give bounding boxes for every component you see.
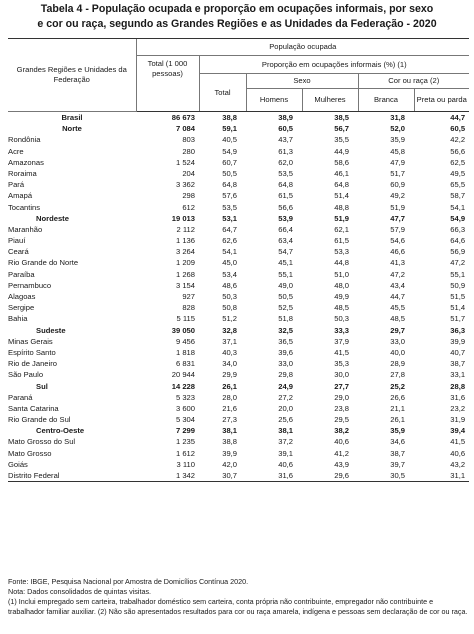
- value-cell: 53,5: [222, 202, 237, 212]
- value-cell: 60,5: [450, 124, 466, 134]
- value-cell: 29,6: [302, 470, 358, 482]
- value-cell: 27,2: [278, 392, 293, 402]
- value-cell: 7 299: [175, 426, 195, 436]
- value-cell: 28,8: [450, 381, 466, 391]
- value-cell: 2 112: [176, 224, 195, 234]
- value-cell: 43,9: [334, 459, 349, 469]
- value-cell: 49,5: [450, 168, 466, 178]
- value-cell: 54,9: [222, 146, 237, 156]
- value-cell: 86 673: [171, 113, 195, 122]
- value-cell: 40,7: [450, 347, 466, 357]
- value-cell: 9 456: [175, 336, 195, 346]
- table-row: [8, 470, 469, 482]
- value-cell: 38,1: [222, 426, 237, 436]
- value-cell: 51,8: [278, 314, 293, 324]
- table-header: [8, 39, 469, 112]
- row-name-cell: Paraná: [8, 392, 33, 402]
- value-cell: 828: [182, 303, 195, 313]
- value-cell: 54,7: [278, 247, 293, 257]
- value-cell: 3 264: [175, 247, 195, 257]
- row-name-cell: Mato Grosso: [8, 448, 52, 458]
- value-cell: 26,1: [222, 381, 237, 391]
- value-cell: 63,4: [278, 236, 293, 246]
- row-name-cell: Norte: [62, 124, 82, 134]
- proporcao-header: Proporção em ocupações informais (%) (1): [199, 56, 469, 74]
- value-cell: 1 342: [136, 470, 199, 482]
- value-cell: 45,8: [390, 146, 405, 156]
- row-name-cell: Goiás: [8, 459, 28, 469]
- preta-parda-header: Preta ou parda: [414, 89, 469, 112]
- value-cell: 38,7: [390, 448, 405, 458]
- row-name-cell: Piauí: [8, 236, 26, 246]
- value-cell: 60,7: [222, 157, 237, 167]
- value-cell: 38,2: [334, 426, 349, 436]
- value-cell: 280: [182, 146, 195, 156]
- row-name-cell: Distrito Federal: [8, 470, 136, 482]
- value-cell: 39,4: [450, 426, 466, 436]
- value-cell: 47,2: [390, 269, 405, 279]
- row-name-cell: Centro-Oeste: [36, 426, 85, 436]
- cor-raca-header: Cor ou raça (2): [358, 74, 469, 89]
- value-cell: 44,7: [450, 113, 466, 122]
- value-cell: 51,5: [450, 292, 466, 301]
- value-cell: 38,8: [222, 113, 237, 122]
- value-cell: 37,1: [222, 336, 237, 346]
- value-cell: 26,6: [390, 392, 405, 402]
- value-cell: 50,5: [278, 292, 293, 301]
- value-cell: 50,8: [222, 303, 237, 313]
- value-cell: 27,3: [222, 415, 237, 425]
- row-name-cell: Ceará: [8, 247, 29, 257]
- value-cell: 64,8: [278, 180, 293, 190]
- value-cell: 61,5: [334, 236, 349, 246]
- row-name-cell: Tocantins: [8, 202, 41, 212]
- value-cell: 45,1: [278, 258, 293, 268]
- value-cell: 54,6: [390, 236, 405, 246]
- title-line-2: e cor ou raça, segundo as Grandes Regiões e as Unidades da Federação - 2020: [37, 17, 437, 30]
- value-cell: 47,2: [450, 258, 466, 268]
- value-cell: 25,6: [278, 415, 293, 425]
- row-name-cell: Paraíba: [8, 269, 35, 279]
- row-name-cell: Acre: [8, 146, 24, 156]
- value-cell: 927: [182, 292, 195, 301]
- table-row: [8, 459, 469, 470]
- table-row: [8, 302, 469, 313]
- table-row: [8, 213, 469, 224]
- value-cell: 47,9: [390, 157, 405, 167]
- value-cell: 62,1: [334, 224, 349, 234]
- data-table: [8, 38, 469, 482]
- value-cell: 35,9: [390, 426, 405, 436]
- value-cell: 31,9: [450, 415, 466, 425]
- value-cell: 49,2: [390, 191, 405, 201]
- value-cell: 53,5: [278, 168, 293, 178]
- value-cell: 1 235: [175, 437, 195, 447]
- value-cell: 27,7: [334, 381, 349, 391]
- value-cell: 56,6: [450, 146, 466, 156]
- value-cell: 43,2: [450, 459, 466, 469]
- table-row: [8, 269, 469, 280]
- row-name-cell: Roraima: [8, 168, 37, 178]
- table-row: [8, 179, 469, 190]
- table-row: [8, 414, 469, 425]
- value-cell: 29,5: [334, 415, 349, 425]
- table-row: [8, 157, 469, 168]
- row-name-cell: Brasil: [61, 113, 83, 122]
- value-cell: 3 362: [175, 180, 195, 190]
- value-cell: 31,6: [450, 392, 466, 402]
- mulheres-header: Mulheres: [302, 89, 358, 112]
- row-name-cell: Rondônia: [8, 135, 41, 145]
- value-cell: 40,0: [390, 347, 405, 357]
- value-cell: 42,0: [222, 459, 237, 469]
- value-cell: 204: [182, 168, 195, 178]
- value-cell: 3 154: [175, 280, 195, 290]
- value-cell: 40,6: [450, 448, 466, 458]
- value-cell: 34,6: [390, 437, 405, 447]
- value-cell: 51,9: [390, 202, 405, 212]
- value-cell: 66,4: [278, 224, 293, 234]
- table-row: [8, 425, 469, 436]
- value-cell: 7 084: [175, 124, 195, 134]
- value-cell: 44,7: [390, 292, 405, 301]
- row-name-cell: Mato Grosso do Sul: [8, 437, 76, 447]
- value-cell: 38,5: [334, 113, 349, 122]
- value-cell: 44,8: [334, 258, 349, 268]
- value-cell: 43,7: [278, 135, 293, 145]
- value-cell: 36,5: [278, 336, 293, 346]
- value-cell: 33,0: [390, 336, 405, 346]
- row-name-cell: Rio Grande do Sul: [8, 415, 71, 425]
- value-cell: 32,5: [278, 325, 293, 335]
- value-cell: 33,0: [278, 359, 293, 369]
- value-cell: 31,1: [414, 470, 469, 482]
- row-name-cell: Pernambuco: [8, 280, 52, 290]
- value-cell: 47,7: [390, 213, 405, 223]
- table-row: [8, 257, 469, 268]
- value-cell: 32,8: [222, 325, 237, 335]
- value-cell: 3 110: [176, 459, 195, 469]
- value-cell: 40,3: [222, 347, 237, 357]
- value-cell: 30,5: [358, 470, 414, 482]
- value-cell: 53,4: [222, 269, 237, 279]
- value-cell: 20,0: [278, 403, 293, 413]
- value-cell: 803: [182, 135, 195, 145]
- table-row: [8, 436, 469, 447]
- value-cell: 53,9: [278, 213, 293, 223]
- value-cell: 1 612: [175, 448, 195, 458]
- title-line-1: Tabela 4 - População ocupada e proporção em ocupações informais, por sexo: [40, 3, 434, 15]
- table-row: [8, 280, 469, 291]
- table-row: [8, 190, 469, 201]
- value-cell: 28,9: [390, 359, 405, 369]
- value-cell: 48,8: [334, 202, 349, 212]
- value-cell: 41,2: [334, 448, 349, 458]
- value-cell: 33,3: [334, 325, 349, 335]
- value-cell: 29,8: [278, 370, 293, 380]
- value-cell: 48,6: [222, 280, 237, 290]
- value-cell: 59,1: [222, 124, 237, 134]
- value-cell: 45,0: [222, 258, 237, 268]
- row-name-cell: Sergipe: [8, 303, 35, 313]
- value-cell: 46,6: [390, 247, 405, 257]
- table-row: [8, 325, 469, 336]
- note-definitions: (1) Inclui empregado sem carteira, trabalhador doméstico sem carteira, conta própria não contribuinte, empregador não contribuinte e trabalhador familiar auxiliar. (2) Não são apresentados resultados para cor ou raça amarela, indígena e pessoas sem declaração de cor ou raça.: [8, 597, 468, 616]
- value-cell: 48,5: [390, 314, 405, 324]
- table-row: [8, 134, 469, 145]
- row-name-cell: Sul: [36, 381, 48, 391]
- value-cell: 51,4: [450, 303, 466, 313]
- value-cell: 50,3: [222, 292, 237, 301]
- row-name-cell: Amazonas: [8, 157, 44, 167]
- value-cell: 60,9: [390, 180, 405, 190]
- value-cell: 612: [182, 202, 195, 212]
- value-cell: 49,0: [278, 280, 293, 290]
- value-cell: 51,2: [222, 314, 237, 324]
- value-cell: 30,7: [199, 470, 246, 482]
- value-cell: 38,7: [450, 359, 466, 369]
- value-cell: 1 209: [175, 258, 195, 268]
- value-cell: 35,5: [334, 135, 349, 145]
- pop-ocupada-header: População ocupada: [136, 39, 469, 56]
- value-cell: 55,1: [450, 269, 466, 279]
- value-cell: 57,6: [222, 191, 237, 201]
- value-cell: 29,0: [334, 392, 349, 402]
- value-cell: 37,9: [334, 336, 349, 346]
- value-cell: 51,7: [390, 168, 405, 178]
- value-cell: 23,2: [450, 403, 466, 413]
- row-name-cell: Pará: [8, 180, 25, 190]
- row-name-cell: Maranhão: [8, 224, 43, 234]
- value-cell: 40,6: [278, 459, 293, 469]
- table-row: [8, 224, 469, 235]
- value-cell: 46,1: [334, 168, 349, 178]
- value-cell: 1 818: [175, 347, 195, 357]
- table-row: [8, 369, 469, 380]
- value-cell: 64,8: [222, 180, 237, 190]
- table-row: [8, 336, 469, 347]
- value-cell: 62,0: [278, 157, 293, 167]
- value-cell: 39,6: [278, 347, 293, 357]
- value-cell: 39,9: [222, 448, 237, 458]
- table-row: [8, 123, 469, 134]
- value-cell: 41,3: [390, 258, 405, 268]
- value-cell: 38,9: [278, 113, 293, 122]
- row-name-cell: Rio Grande do Norte: [8, 258, 79, 268]
- footnotes: [8, 587, 470, 617]
- value-cell: 1 524: [175, 157, 195, 167]
- value-cell: 298: [182, 191, 195, 201]
- value-cell: 35,3: [334, 359, 349, 369]
- value-cell: 61,3: [278, 146, 293, 156]
- value-cell: 50,9: [450, 280, 466, 290]
- value-cell: 62,5: [450, 157, 466, 167]
- value-cell: 64,7: [222, 224, 237, 234]
- value-cell: 56,6: [278, 202, 293, 212]
- table-row: [8, 313, 469, 324]
- value-cell: 27,8: [390, 370, 405, 380]
- value-cell: 50,5: [222, 168, 237, 178]
- value-cell: 6 831: [175, 359, 195, 369]
- branca-header: Branca: [358, 89, 414, 112]
- value-cell: 60,5: [278, 124, 293, 134]
- value-cell: 24,9: [278, 381, 293, 391]
- value-cell: 48,0: [334, 280, 349, 290]
- value-cell: 28,0: [222, 392, 237, 402]
- value-cell: 33,1: [450, 370, 466, 380]
- value-cell: 51,0: [334, 269, 349, 279]
- value-cell: 54,9: [450, 213, 466, 223]
- value-cell: 52,5: [278, 303, 293, 313]
- total-thousand-header: Total (1 000 pessoas): [136, 56, 199, 112]
- value-cell: 20 944: [171, 370, 195, 380]
- value-cell: 48,5: [334, 303, 349, 313]
- row-name-cell: Amapá: [8, 191, 33, 201]
- value-cell: 31,6: [246, 470, 302, 482]
- table-row: [8, 112, 469, 124]
- row-name-cell: Bahia: [8, 314, 28, 324]
- value-cell: 5 304: [175, 415, 195, 425]
- value-cell: 54,1: [450, 202, 466, 212]
- value-cell: 1 268: [175, 269, 195, 279]
- value-cell: 19 013: [171, 213, 195, 223]
- source-line: Fonte: IBGE, Pesquisa Nacional por Amostra de Domicílios Contínua 2020.: [8, 577, 249, 586]
- table-row: [8, 392, 469, 403]
- table-row: [8, 202, 469, 213]
- table-body: [8, 112, 469, 482]
- row-name-cell: Nordeste: [36, 213, 69, 223]
- value-cell: 41,5: [450, 437, 466, 447]
- table-row: [8, 291, 469, 302]
- value-cell: 61,5: [278, 191, 293, 201]
- table-row: [8, 403, 469, 414]
- table-row: [8, 235, 469, 246]
- value-cell: 39,9: [450, 336, 466, 346]
- value-cell: 52,0: [390, 124, 405, 134]
- value-cell: 21,1: [390, 403, 405, 413]
- value-cell: 66,3: [450, 224, 466, 234]
- value-cell: 39,1: [278, 448, 293, 458]
- sexo-header: Sexo: [246, 74, 358, 89]
- row-name-cell: Rio de Janeiro: [8, 359, 57, 369]
- note-consolidated: Nota: Dados consolidados de quintas visitas.: [8, 587, 152, 596]
- value-cell: 26,1: [390, 415, 405, 425]
- value-cell: 29,9: [222, 370, 237, 380]
- value-cell: 54,1: [222, 247, 237, 257]
- value-cell: 42,2: [450, 135, 466, 145]
- value-cell: 14 228: [171, 381, 195, 391]
- value-cell: 40,5: [222, 135, 237, 145]
- table-row: [8, 448, 469, 459]
- row-name-cell: Minas Gerais: [8, 336, 53, 346]
- value-cell: 5 115: [176, 314, 195, 324]
- value-cell: 49,9: [334, 292, 349, 301]
- value-cell: 25,2: [390, 381, 405, 391]
- value-cell: 45,5: [390, 303, 405, 313]
- value-cell: 36,3: [450, 325, 466, 335]
- value-cell: 64,6: [450, 236, 466, 246]
- table-row: [8, 358, 469, 369]
- table-row: [8, 347, 469, 358]
- value-cell: 57,9: [390, 224, 405, 234]
- value-cell: 62,6: [222, 236, 237, 246]
- value-cell: 40,6: [334, 437, 349, 447]
- value-cell: 30,0: [334, 370, 349, 380]
- homens-header: Homens: [246, 89, 302, 112]
- value-cell: 21,6: [222, 403, 237, 413]
- value-cell: 55,1: [278, 269, 293, 279]
- table-title: [0, 2, 474, 31]
- value-cell: 41,5: [334, 347, 349, 357]
- value-cell: 56,9: [450, 247, 466, 257]
- value-cell: 64,8: [334, 180, 349, 190]
- value-cell: 37,2: [278, 437, 293, 447]
- table-row: [8, 146, 469, 157]
- value-cell: 1 136: [175, 236, 195, 246]
- row-name-cell: Alagoas: [8, 292, 36, 301]
- value-cell: 65,5: [450, 180, 466, 190]
- value-cell: 23,8: [334, 403, 349, 413]
- value-cell: 51,9: [334, 213, 349, 223]
- value-cell: 5 323: [175, 392, 195, 402]
- value-cell: 38,8: [222, 437, 237, 447]
- value-cell: 44,9: [334, 146, 349, 156]
- value-cell: 51,4: [334, 191, 349, 201]
- value-cell: 50,3: [334, 314, 349, 324]
- value-cell: 35,9: [390, 135, 405, 145]
- table-row: [8, 246, 469, 257]
- value-cell: 3 600: [175, 403, 195, 413]
- row-name-cell: Espírito Santo: [8, 347, 56, 357]
- row-name-cell: Santa Catarina: [8, 403, 59, 413]
- row-name-cell: Sudeste: [36, 325, 66, 335]
- value-cell: 58,6: [334, 157, 349, 167]
- value-cell: 29,7: [390, 325, 405, 335]
- table-row: [8, 381, 469, 392]
- value-cell: 39,7: [390, 459, 405, 469]
- value-cell: 56,7: [334, 124, 349, 134]
- value-cell: 31,8: [390, 113, 405, 122]
- row-name-cell: São Paulo: [8, 370, 44, 380]
- value-cell: 53,1: [222, 213, 237, 223]
- total-pct-header: Total: [199, 74, 246, 112]
- value-cell: 34,0: [222, 359, 237, 369]
- value-cell: 51,7: [450, 314, 466, 324]
- value-cell: 53,3: [334, 247, 349, 257]
- value-cell: 38,1: [278, 426, 293, 436]
- value-cell: 43,4: [390, 280, 405, 290]
- region-column-header: Grandes Regiões e Unidades da Federação: [8, 39, 136, 112]
- table-row: [8, 168, 469, 179]
- value-cell: 58,7: [450, 191, 466, 201]
- value-cell: 39 050: [171, 325, 195, 335]
